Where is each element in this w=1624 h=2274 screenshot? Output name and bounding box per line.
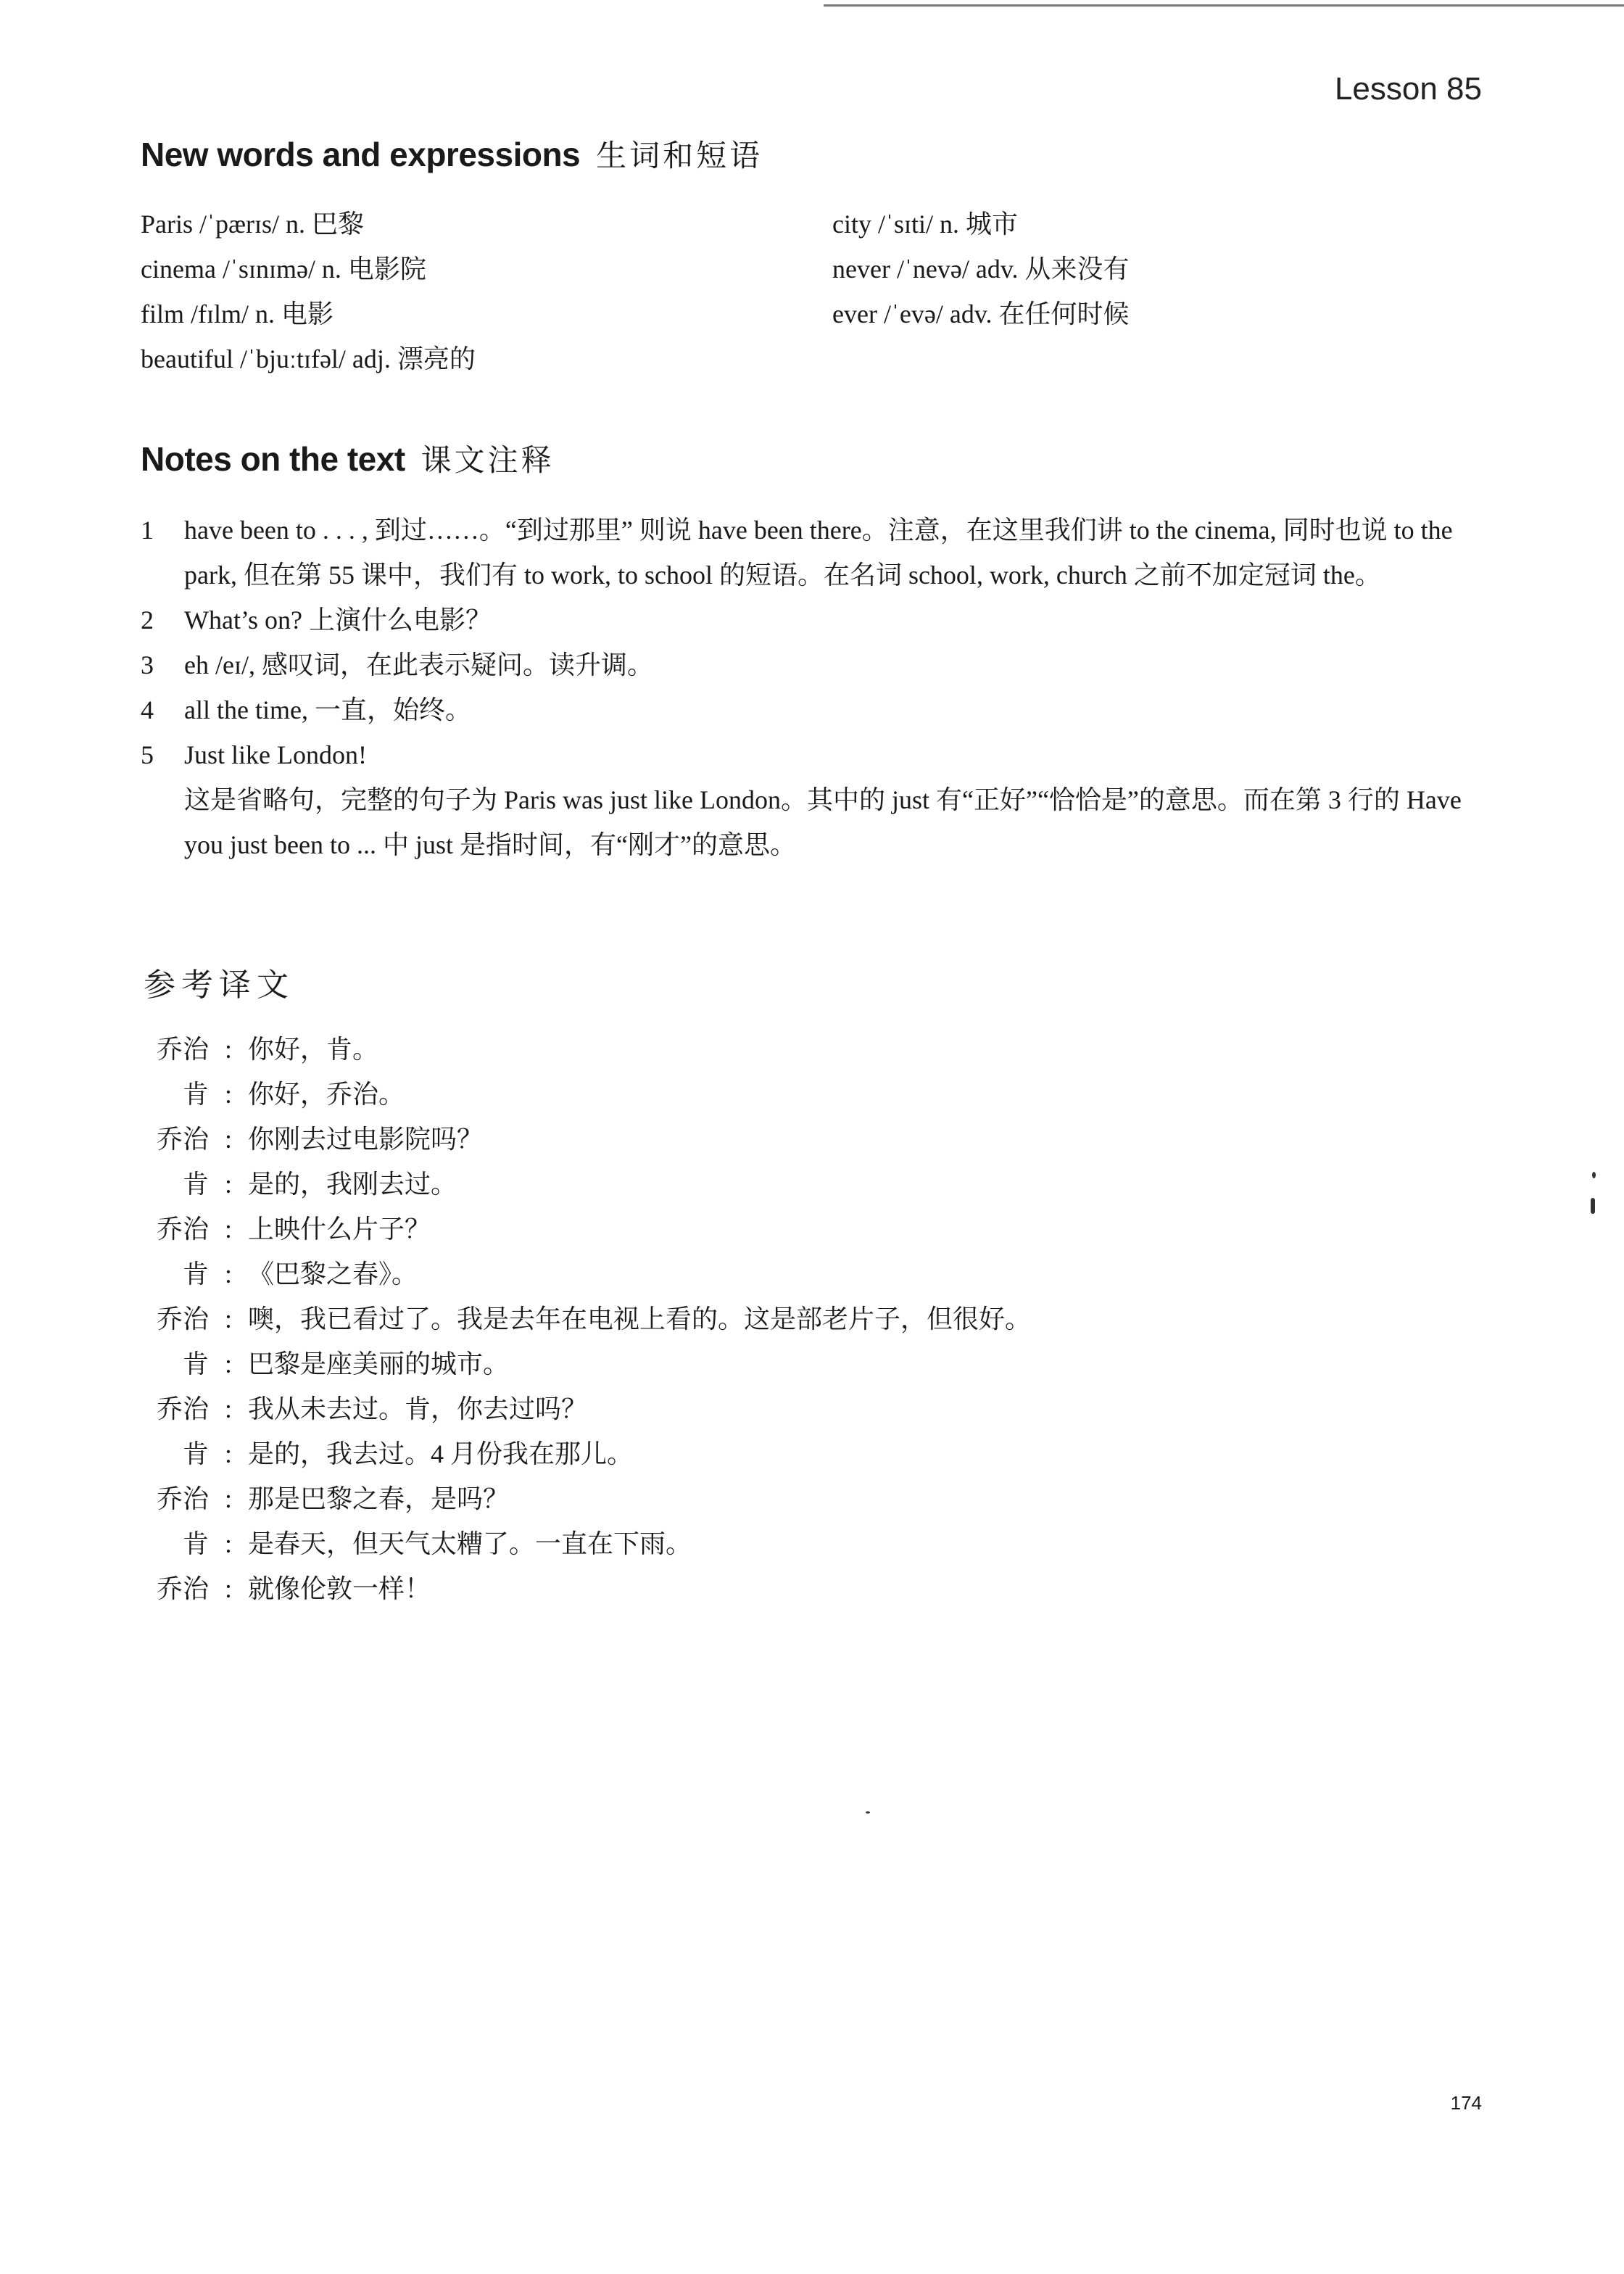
vocab-list-right	[832, 202, 1130, 336]
vocab-item: city /ˈsɪti/ n. 城市	[832, 210, 1018, 239]
speaker: 肯	[182, 1439, 209, 1468]
speaker: 乔治	[156, 1394, 209, 1423]
dialogue-line	[142, 1431, 1031, 1476]
dialogue-text: 你刚去过电影院吗？	[248, 1125, 484, 1154]
speaker: 肯	[182, 1260, 209, 1289]
dialogue-line	[142, 1297, 1031, 1341]
note-number: 3	[141, 650, 154, 679]
dialogue-line	[142, 1027, 1031, 1072]
speaker: 乔治	[156, 1574, 209, 1603]
scan-speck	[1592, 1172, 1596, 1178]
speaker: 乔治	[156, 1035, 209, 1064]
note-body	[184, 732, 1489, 867]
speaker-colon: :	[224, 1484, 232, 1513]
speaker: 乔治	[156, 1484, 209, 1513]
dialogue-text: 巴黎是座美丽的城市。	[248, 1349, 510, 1378]
speaker-colon: :	[224, 1260, 232, 1289]
vocab-heading	[141, 132, 763, 175]
note-number: 5	[141, 740, 154, 769]
note-text: all the time, 一直，始终。	[184, 695, 471, 724]
speaker: 肯	[182, 1349, 209, 1378]
speaker-colon: :	[224, 1080, 232, 1109]
speaker-colon: :	[224, 1439, 232, 1468]
dialogue-text: 噢，我已看过了。我是去年在电视上看的。这是部老片子，但很好。	[248, 1305, 1032, 1334]
speaker-colon: :	[224, 1349, 232, 1378]
top-border-line	[824, 4, 1624, 7]
speaker-colon: :	[224, 1125, 232, 1154]
note-number: 4	[141, 695, 154, 724]
speaker: 肯	[182, 1170, 209, 1199]
note-text: Just like London!	[184, 740, 367, 769]
dialogue-line	[142, 1072, 1031, 1117]
scan-speck	[866, 1811, 870, 1814]
vocab-item: cinema /ˈsɪnɪmə/ n. 电影院	[141, 255, 426, 284]
note-number: 1	[141, 516, 154, 545]
dialogue-text: 就像伦敦一样！	[248, 1574, 431, 1603]
note-item	[141, 642, 1489, 687]
dialogue-line	[142, 1521, 1031, 1566]
vocab-item: beautiful /ˈbjuːtɪfəl/ adj. 漂亮的	[141, 344, 476, 373]
dialogue-line	[142, 1252, 1031, 1297]
speaker-colon: :	[224, 1529, 232, 1558]
notes-heading-zh: 课文注释	[420, 442, 555, 478]
dialogue-text: 上映什么片子？	[248, 1215, 431, 1244]
vocab-item: never /ˈnevə/ adv. 从来没有	[832, 255, 1130, 284]
note-text: have been to . . . , 到过……。“到过那里” 则说 have been there。注意，在这里我们讲 to the cinema, 同时也说 to the park, 但在第 55 课中，我们有 to work, to school 的短语。在名词 school, work, church 之前不加定冠词 the。	[184, 516, 1453, 590]
notes-heading-en: Notes on the text	[141, 440, 405, 478]
dialogue-text: 那是巴黎之春，是吗？	[248, 1484, 510, 1513]
note-text: What’s on? 上演什么电影？	[184, 605, 492, 634]
dialogue-line	[142, 1476, 1031, 1521]
lesson-label: Lesson 85	[1334, 71, 1482, 107]
page-number: 174	[1450, 2092, 1482, 2114]
speaker-colon: :	[224, 1394, 232, 1423]
dialogue-line	[142, 1341, 1031, 1386]
note-number: 2	[141, 605, 154, 634]
dialogue-text: 是的，我去过。4 月份我在那儿。	[248, 1439, 634, 1468]
translation-dialogue	[142, 1027, 1031, 1611]
dialogue-line	[142, 1162, 1031, 1207]
vocab-list-left	[141, 202, 476, 381]
speaker: 肯	[182, 1529, 209, 1558]
note-item	[141, 598, 1489, 642]
dialogue-text: 是的，我刚去过。	[248, 1170, 457, 1199]
note-item	[141, 508, 1489, 598]
vocab-heading-zh: 生词和短语	[596, 138, 763, 173]
scan-speck	[1591, 1198, 1595, 1214]
speaker: 乔治	[156, 1125, 209, 1154]
speaker: 乔治	[156, 1215, 209, 1244]
dialogue-line	[142, 1566, 1031, 1611]
dialogue-line	[142, 1117, 1031, 1162]
dialogue-text: 你好，肯。	[248, 1035, 379, 1064]
notes-heading	[141, 437, 555, 480]
dialogue-text: 你好，乔治。	[248, 1080, 405, 1109]
note-item	[141, 732, 1489, 867]
dialogue-text: 是春天，但天气太糟了。一直在下雨。	[248, 1529, 692, 1558]
vocab-item: Paris /ˈpærɪs/ n. 巴黎	[141, 210, 365, 239]
note-explanation: 这是省略句，完整的句子为 Paris was just like London。其中的 just 有“正好”“恰恰是”的意思。而在第 3 行的 Have you just been to ... 中 just 是指时间，有“刚才”的意思。	[184, 785, 1462, 859]
dialogue-line	[142, 1207, 1031, 1252]
speaker-colon: :	[224, 1215, 232, 1244]
speaker: 乔治	[156, 1305, 209, 1334]
note-text: eh /eɪ/, 感叹词，在此表示疑问。读升调。	[184, 650, 653, 679]
note-item	[141, 687, 1489, 732]
vocab-heading-en: New words and expressions	[141, 136, 581, 173]
speaker: 肯	[182, 1080, 209, 1109]
translation-heading: 参考译文	[144, 967, 294, 1004]
notes-list	[141, 508, 1489, 867]
speaker-colon: :	[224, 1035, 232, 1064]
dialogue-line	[142, 1386, 1031, 1431]
vocab-item: ever /ˈevə/ adv. 在任何时候	[832, 299, 1130, 328]
vocab-item: film /fɪlm/ n. 电影	[141, 299, 334, 328]
dialogue-text: 《巴黎之春》。	[248, 1260, 418, 1289]
speaker-colon: :	[224, 1170, 232, 1199]
speaker-colon: :	[224, 1305, 232, 1334]
dialogue-text: 我从未去过。肯，你去过吗？	[248, 1394, 588, 1423]
speaker-colon: :	[224, 1574, 232, 1603]
